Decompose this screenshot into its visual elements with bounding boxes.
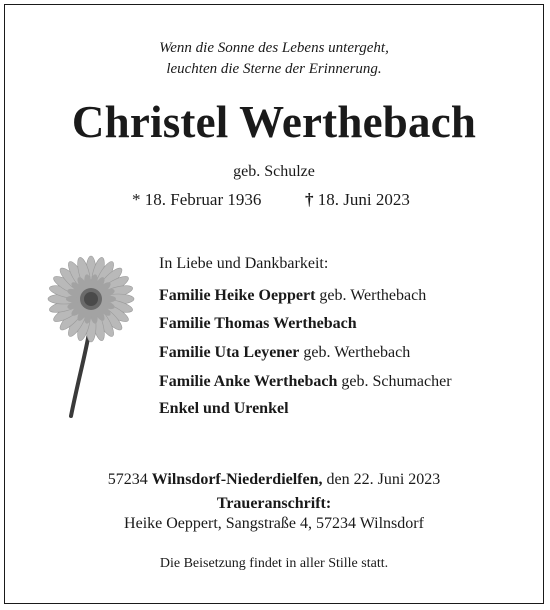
mourner-name: Familie Heike Oeppert (159, 287, 316, 304)
mourner-suffix: geb. Werthebach (303, 344, 411, 361)
list-item (159, 400, 289, 418)
life-dates (5, 190, 545, 212)
address-heading: Traueranschrift: (216, 495, 332, 512)
letter-date: den 22. Juni 2023 (326, 471, 441, 488)
list-item (159, 287, 426, 305)
cross-icon: † (305, 190, 314, 209)
list-item (159, 373, 452, 391)
verse-line-1: Wenn die Sonne des Lebens untergeht, (159, 40, 389, 56)
birth-date-group (132, 190, 261, 210)
address-line: Heike Oeppert, Sangstraße 4, 57234 Wilnsdorf (124, 515, 424, 532)
birth-symbol: * (132, 190, 141, 209)
mourner-name: Familie Uta Leyener (159, 344, 300, 361)
verse-line-2: leuchten die Sterne der Erinnerung. (166, 61, 382, 77)
list-item (159, 315, 357, 333)
birth-date: 18. Februar 1936 (144, 190, 262, 209)
town-name: Wilnsdorf-Niederdielfen, (151, 471, 323, 488)
death-date-group (305, 190, 410, 210)
death-date: 18. Juni 2023 (317, 190, 410, 209)
zip-code: 57234 (107, 471, 148, 488)
mourner-suffix: geb. Schumacher (341, 373, 452, 390)
mourner-suffix: geb. Werthebach (319, 287, 427, 304)
mourner-name: Enkel und Urenkel (159, 400, 289, 417)
deceased-name: Christel Werthebach (71, 97, 477, 147)
place-date-line (5, 471, 543, 489)
burial-note: Die Beisetzung findet in aller Stille statt. (159, 556, 389, 571)
maiden-name: geb. Schulze (233, 163, 315, 180)
list-item (159, 344, 410, 362)
obituary-card (4, 4, 544, 604)
mourners-list (159, 287, 539, 427)
mourner-name: Familie Thomas Werthebach (159, 315, 357, 332)
mourners-intro: In Liebe und Dankbarkeit: (159, 255, 329, 272)
mourner-name: Familie Anke Werthebach (159, 373, 338, 390)
gerbera-flower-icon (23, 251, 143, 421)
